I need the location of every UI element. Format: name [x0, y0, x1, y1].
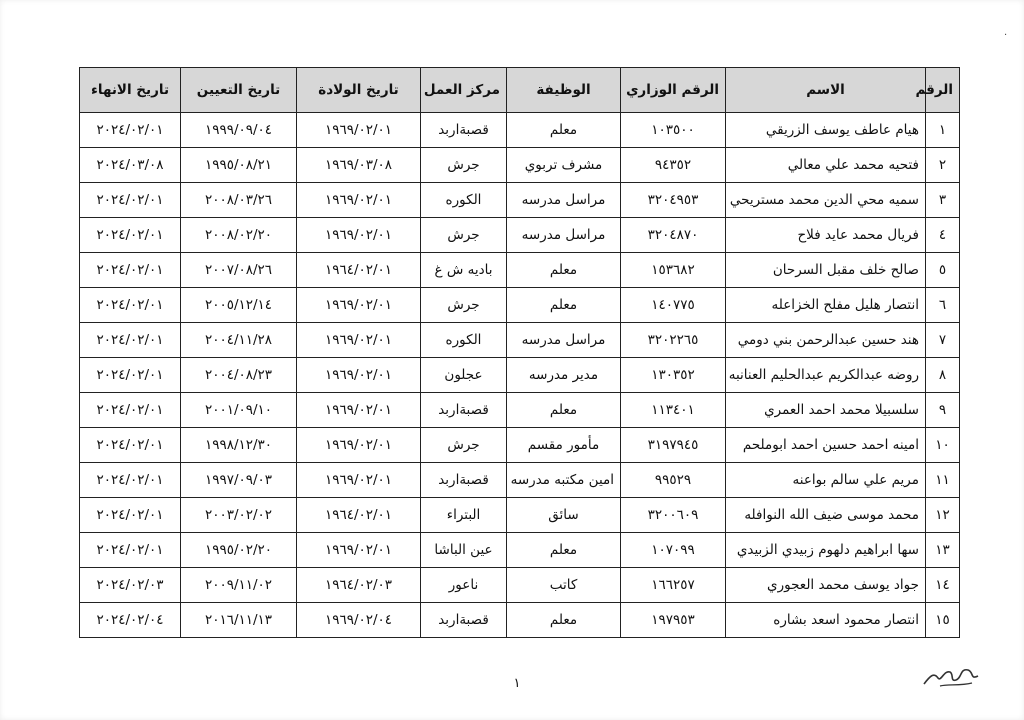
- cell-job: مأمور مقسم: [507, 428, 621, 463]
- cell-name: جواد يوسف محمد العجوري: [726, 568, 926, 603]
- table-header-row: [80, 68, 960, 113]
- cell-name: انتصار محمود اسعد بشاره: [726, 603, 926, 638]
- cell-name: هند حسين عبدالرحمن بني دومي: [726, 323, 926, 358]
- cell-name: روضه عبدالكريم عبدالحليم العنانبه: [726, 358, 926, 393]
- cell-work-center: جرش: [421, 218, 507, 253]
- cell-num: ٤: [926, 218, 960, 253]
- cell-work-center: البتراء: [421, 498, 507, 533]
- page-number: ١: [513, 676, 521, 691]
- cell-num: ١: [926, 113, 960, 148]
- cell-name: امينه احمد حسين احمد ابوملحم: [726, 428, 926, 463]
- cell-end-date: ٢٠٢٤/٠٢/٠١: [80, 323, 181, 358]
- cell-ministry-id: ٣١٩٧٩٤٥: [621, 428, 726, 463]
- cell-ministry-id: ٣٢٠٢٢٦٥: [621, 323, 726, 358]
- cell-name: محمد موسى ضيف الله النوافله: [726, 498, 926, 533]
- cell-num: ٨: [926, 358, 960, 393]
- cell-end-date: ٢٠٢٤/٠٢/٠١: [80, 358, 181, 393]
- cell-name: سها ابراهيم دلهوم زبيدي الزبيدي: [726, 533, 926, 568]
- header-end-date: تاريخ الانهاء: [80, 68, 181, 113]
- cell-ministry-id: ٣٢٠٠٦٠٩: [621, 498, 726, 533]
- cell-appointment-date: ١٩٩٥/٠٢/٢٠: [181, 533, 297, 568]
- cell-birth-date: ١٩٦٩/٠٢/٠١: [297, 288, 421, 323]
- employee-table-container: [79, 67, 959, 638]
- table-body: [80, 113, 960, 638]
- cell-appointment-date: ٢٠١٦/١١/١٣: [181, 603, 297, 638]
- cell-ministry-id: ٩٩٥٢٩: [621, 463, 726, 498]
- table-row: [80, 603, 960, 638]
- header-birth-date: تاريخ الولادة: [297, 68, 421, 113]
- cell-num: ٩: [926, 393, 960, 428]
- cell-appointment-date: ٢٠٠٤/١١/٢٨: [181, 323, 297, 358]
- table-row: [80, 113, 960, 148]
- header-ministry-id: الرقم الوزاري: [621, 68, 726, 113]
- cell-work-center: قصبةاربد: [421, 393, 507, 428]
- cell-work-center: قصبةاربد: [421, 113, 507, 148]
- cell-num: ٦: [926, 288, 960, 323]
- cell-ministry-id: ١٠٧٠٩٩: [621, 533, 726, 568]
- cell-ministry-id: ١٩٧٩٥٣: [621, 603, 726, 638]
- cell-appointment-date: ١٩٩٥/٠٨/٢١: [181, 148, 297, 183]
- cell-name: سلسبيلا محمد احمد العمري: [726, 393, 926, 428]
- table-row: [80, 323, 960, 358]
- cell-birth-date: ١٩٦٩/٠٢/٠١: [297, 463, 421, 498]
- cell-job: مشرف تربوي: [507, 148, 621, 183]
- cell-num: ٥: [926, 253, 960, 288]
- cell-ministry-id: ١٦٦٢٥٧: [621, 568, 726, 603]
- cell-end-date: ٢٠٢٤/٠٢/٠١: [80, 288, 181, 323]
- header-num: الرقم: [926, 68, 960, 113]
- cell-work-center: جرش: [421, 148, 507, 183]
- cell-end-date: ٢٠٢٤/٠٢/٠١: [80, 113, 181, 148]
- cell-num: ١٢: [926, 498, 960, 533]
- cell-name: مريم علي سالم بواعنه: [726, 463, 926, 498]
- cell-name: سميه محي الدين محمد مستريحي: [726, 183, 926, 218]
- cell-appointment-date: ٢٠٠٧/٠٨/٢٦: [181, 253, 297, 288]
- cell-end-date: ٢٠٢٤/٠٢/٠١: [80, 183, 181, 218]
- cell-name: هيام عاطف يوسف الزريقي: [726, 113, 926, 148]
- cell-work-center: عين الباشا: [421, 533, 507, 568]
- cell-birth-date: ١٩٦٤/٠٢/٠١: [297, 498, 421, 533]
- cell-ministry-id: ٣٢٠٤٨٧٠: [621, 218, 726, 253]
- scan-mark: ·: [1004, 30, 1008, 41]
- cell-end-date: ٢٠٢٤/٠٢/٠٤: [80, 603, 181, 638]
- cell-work-center: الكوره: [421, 323, 507, 358]
- cell-birth-date: ١٩٦٩/٠٢/٠١: [297, 358, 421, 393]
- cell-job: معلم: [507, 288, 621, 323]
- cell-ministry-id: ٩٤٣٥٢: [621, 148, 726, 183]
- cell-appointment-date: ٢٠٠٩/١١/٠٢: [181, 568, 297, 603]
- cell-name: صالح خلف مقبل السرحان: [726, 253, 926, 288]
- cell-birth-date: ١٩٦٩/٠٢/٠١: [297, 183, 421, 218]
- cell-ministry-id: ١٣٠٣٥٢: [621, 358, 726, 393]
- cell-birth-date: ١٩٦٩/٠٢/٠١: [297, 428, 421, 463]
- table-row: [80, 183, 960, 218]
- cell-birth-date: ١٩٦٩/٠٢/٠١: [297, 393, 421, 428]
- cell-work-center: باديه ش غ: [421, 253, 507, 288]
- cell-end-date: ٢٠٢٤/٠٢/٠١: [80, 253, 181, 288]
- cell-job: معلم: [507, 533, 621, 568]
- cell-ministry-id: ١٤٠٧٧٥: [621, 288, 726, 323]
- table-row: [80, 148, 960, 183]
- cell-num: ٧: [926, 323, 960, 358]
- cell-birth-date: ١٩٦٩/٠٢/٠٤: [297, 603, 421, 638]
- header-job: الوظيفة: [507, 68, 621, 113]
- cell-num: ١١: [926, 463, 960, 498]
- cell-job: معلم: [507, 253, 621, 288]
- cell-job: معلم: [507, 603, 621, 638]
- cell-job: معلم: [507, 113, 621, 148]
- cell-appointment-date: ٢٠٠٨/٠٢/٢٠: [181, 218, 297, 253]
- table-row: [80, 533, 960, 568]
- signature: [920, 662, 982, 694]
- table-row: [80, 288, 960, 323]
- cell-end-date: ٢٠٢٤/٠٢/٠٣: [80, 568, 181, 603]
- table-row: [80, 253, 960, 288]
- cell-num: ١٥: [926, 603, 960, 638]
- cell-num: ١٤: [926, 568, 960, 603]
- cell-ministry-id: ١٥٣٦٨٢: [621, 253, 726, 288]
- cell-work-center: ناعور: [421, 568, 507, 603]
- cell-end-date: ٢٠٢٤/٠٢/٠١: [80, 533, 181, 568]
- cell-appointment-date: ١٩٩٩/٠٩/٠٤: [181, 113, 297, 148]
- cell-birth-date: ١٩٦٩/٠٣/٠٨: [297, 148, 421, 183]
- cell-end-date: ٢٠٢٤/٠٣/٠٨: [80, 148, 181, 183]
- cell-appointment-date: ١٩٩٨/١٢/٣٠: [181, 428, 297, 463]
- table-row: [80, 358, 960, 393]
- cell-work-center: جرش: [421, 428, 507, 463]
- cell-work-center: الكوره: [421, 183, 507, 218]
- cell-end-date: ٢٠٢٤/٠٢/٠١: [80, 498, 181, 533]
- cell-name: فتحيه محمد علي معالي: [726, 148, 926, 183]
- cell-birth-date: ١٩٦٩/٠٢/٠١: [297, 533, 421, 568]
- cell-end-date: ٢٠٢٤/٠٢/٠١: [80, 218, 181, 253]
- cell-job: مدير مدرسه: [507, 358, 621, 393]
- cell-num: ٢: [926, 148, 960, 183]
- cell-ministry-id: ٣٢٠٤٩٥٣: [621, 183, 726, 218]
- cell-job: مراسل مدرسه: [507, 323, 621, 358]
- cell-job: امين مكتبه مدرسه: [507, 463, 621, 498]
- cell-job: معلم: [507, 393, 621, 428]
- cell-job: كاتب: [507, 568, 621, 603]
- cell-name: انتصار هليل مفلح الخزاعله: [726, 288, 926, 323]
- cell-birth-date: ١٩٦٤/٠٢/٠١: [297, 253, 421, 288]
- cell-birth-date: ١٩٦٤/٠٢/٠٣: [297, 568, 421, 603]
- table-row: [80, 463, 960, 498]
- cell-work-center: عجلون: [421, 358, 507, 393]
- table-row: [80, 393, 960, 428]
- cell-end-date: ٢٠٢٤/٠٢/٠١: [80, 463, 181, 498]
- cell-birth-date: ١٩٦٩/٠٢/٠١: [297, 113, 421, 148]
- table-row: [80, 218, 960, 253]
- table-row: [80, 568, 960, 603]
- cell-ministry-id: ١١٣٤٠١: [621, 393, 726, 428]
- cell-birth-date: ١٩٦٩/٠٢/٠١: [297, 218, 421, 253]
- cell-job: مراسل مدرسه: [507, 183, 621, 218]
- cell-num: ١٠: [926, 428, 960, 463]
- cell-job: مراسل مدرسه: [507, 218, 621, 253]
- employee-table: [79, 67, 960, 638]
- cell-ministry-id: ١٠٣٥٠٠: [621, 113, 726, 148]
- cell-appointment-date: ٢٠٠٤/٠٨/٢٣: [181, 358, 297, 393]
- header-appointment-date: تاريخ التعيين: [181, 68, 297, 113]
- cell-birth-date: ١٩٦٩/٠٢/٠١: [297, 323, 421, 358]
- cell-num: ١٣: [926, 533, 960, 568]
- table-row: [80, 428, 960, 463]
- cell-appointment-date: ٢٠٠٥/١٢/١٤: [181, 288, 297, 323]
- cell-end-date: ٢٠٢٤/٠٢/٠١: [80, 428, 181, 463]
- cell-num: ٣: [926, 183, 960, 218]
- cell-appointment-date: ٢٠٠٣/٠٢/٠٢: [181, 498, 297, 533]
- header-work-center: مركز العمل: [421, 68, 507, 113]
- header-name: الاسم: [726, 68, 926, 113]
- cell-name: فريال محمد عايد فلاح: [726, 218, 926, 253]
- cell-end-date: ٢٠٢٤/٠٢/٠١: [80, 393, 181, 428]
- cell-job: سائق: [507, 498, 621, 533]
- cell-appointment-date: ٢٠٠١/٠٩/١٠: [181, 393, 297, 428]
- cell-work-center: جرش: [421, 288, 507, 323]
- cell-appointment-date: ٢٠٠٨/٠٣/٢٦: [181, 183, 297, 218]
- cell-work-center: قصبةاربد: [421, 603, 507, 638]
- cell-appointment-date: ١٩٩٧/٠٩/٠٣: [181, 463, 297, 498]
- table-row: [80, 498, 960, 533]
- cell-work-center: قصبةاربد: [421, 463, 507, 498]
